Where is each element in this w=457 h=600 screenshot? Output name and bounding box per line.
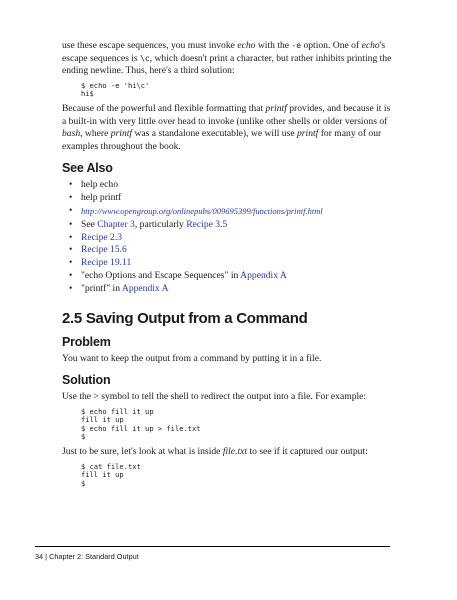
opengroup-link[interactable]: http://www.opengroup.org/onlinepubs/009695399/functions/printf.html [81, 205, 323, 216]
list-item: • help printf [81, 192, 396, 205]
list-item [81, 244, 396, 257]
appendix-a-link[interactable]: Appendix A [121, 282, 169, 294]
list-item [81, 232, 396, 245]
list-item: • "printf" in Appendix A [81, 283, 396, 296]
see-also-list [62, 179, 396, 295]
list-item [81, 205, 396, 219]
code-block-redirect: $ echo fill it up fill it up $ echo fill it up > file.txt $ [81, 406, 201, 442]
recipe-2-3-link[interactable]: Recipe 2.3 [81, 231, 123, 243]
page-footer: 34 | Chapter 2: Standard Output [35, 552, 139, 561]
list-item [81, 257, 396, 270]
printf-paragraph: Because of the powerful and flexible formatting that printf provides, and because it is a built-in with very little over head to invoke (unlike other shells or older versions of bash, where printf was a standalone executable), we will use printf for many of our examples throughout the book. [62, 102, 391, 152]
see-also-heading: See Also [62, 161, 113, 176]
code-block-echo: $ echo -e 'hi\c' hi$ [81, 80, 150, 99]
list-item: • "echo Options and Escape Sequences" in Appendix A [81, 270, 396, 283]
solution-heading: Solution [62, 373, 111, 388]
recipe-19-11-link[interactable]: Recipe 19.11 [81, 257, 132, 269]
section-title: 2.5 Saving Output from a Command [62, 309, 308, 327]
intro-paragraph: use these escape sequences, you must invoke echo with the -e option. One of echo's escape sequences is \c, which doesn't print a character, but rather inhibits printing the ending newline. Thus, here's a third solution: [62, 40, 392, 77]
recipe-15-6-link[interactable]: Recipe 15.6 [81, 244, 127, 256]
code-block-cat: $ cat file.txt fill it up $ [81, 461, 141, 488]
appendix-a-link[interactable]: Appendix A [240, 269, 287, 281]
list-item: • help echo [81, 179, 396, 192]
chapter-3-link[interactable]: Chapter 3 [97, 218, 135, 230]
recipe-3-5-link[interactable]: Recipe 3.5 [186, 218, 228, 230]
check-text: Just to be sure, let's look at what is inside file.txt to see if it captured our output: [62, 446, 368, 458]
problem-heading: Problem [62, 334, 111, 349]
solution-text: Use the > symbol to tell the shell to redirect the output into a file. For example: [62, 391, 367, 403]
footer-rule [35, 546, 390, 547]
page-body [62, 40, 396, 492]
problem-text: You want to keep the output from a command by putting it in a file. [62, 352, 322, 364]
list-item: • See Chapter 3, particularly Recipe 3.5 [81, 219, 396, 232]
